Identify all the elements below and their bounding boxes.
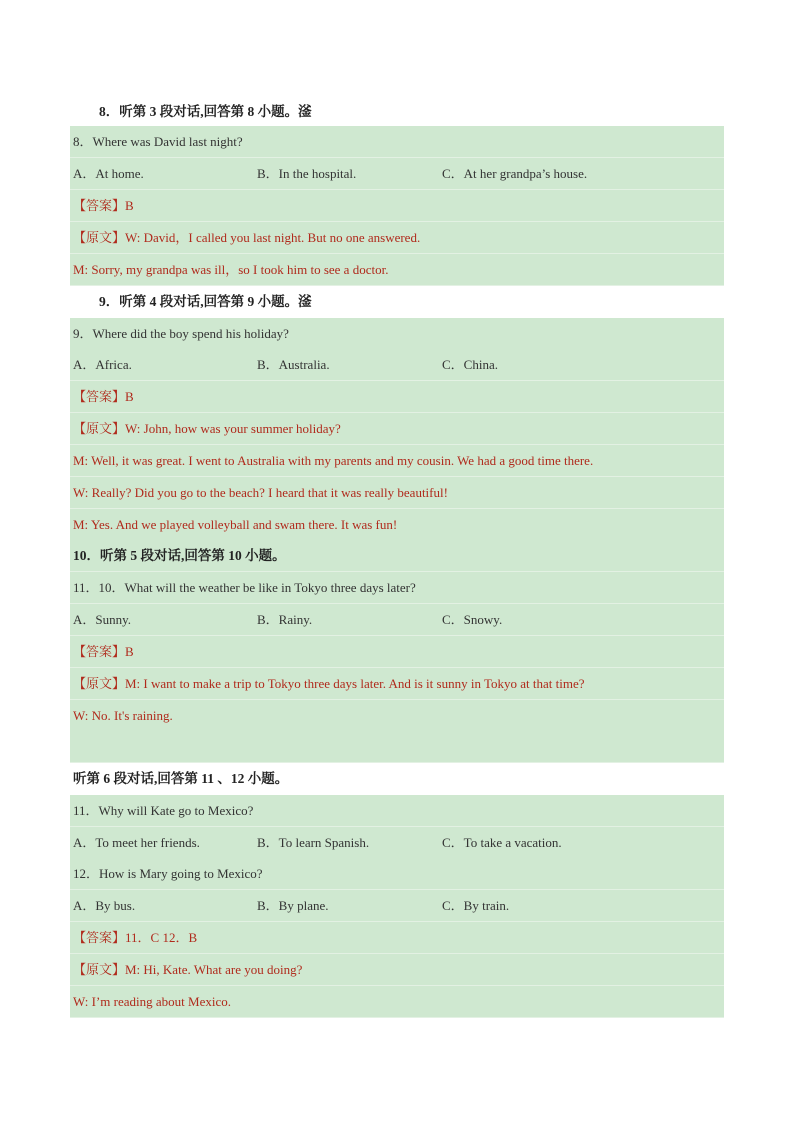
transcript-line: W: I’m reading about Mexico. <box>70 986 724 1018</box>
option-b: B．By plane. <box>257 898 329 913</box>
options-row <box>70 890 724 922</box>
answer: 【答案】11．C 12．B <box>70 922 724 954</box>
option-a: A．Sunny. <box>73 612 132 627</box>
transcript-line: 【原文】W: David，I called you last night. But no one answered. <box>70 222 724 254</box>
transcript-line: W: Really? Did you go to the beach? I heard that it was really beautiful! <box>70 477 724 509</box>
transcript-line: M: Sorry, my grandpa was ill，so I took him to see a doctor. <box>70 254 724 286</box>
option-a: A．To meet her friends. <box>73 835 200 850</box>
section-heading: 10．听第 5 段对话,回答第 10 小题。 <box>70 540 724 572</box>
transcript-line: M: Yes. And we played volleyball and swam there. It was fun! <box>70 509 724 541</box>
question: 8．Where was David last night? <box>70 126 724 158</box>
options-row <box>70 349 724 381</box>
section-heading: 8．听第 3 段对话,回答第 8 小题。滏 <box>99 104 312 119</box>
section-heading: 9．听第 4 段对话,回答第 9 小题。滏 <box>99 294 312 309</box>
option-b: B．Australia. <box>257 357 330 372</box>
transcript-line: 【原文】M: I want to make a trip to Tokyo three days later. And is it sunny in Tokyo at that time? <box>70 668 724 700</box>
transcript-line: M: Well, it was great. I went to Australia with my parents and my cousin. We had a good time there. <box>70 445 724 477</box>
answer: 【答案】B <box>70 381 724 413</box>
options-row <box>70 827 724 859</box>
transcript-line: 【原文】M: Hi, Kate. What are you doing? <box>70 954 724 986</box>
option-a: A．By bus. <box>73 898 136 913</box>
option-b: B．In the hospital. <box>257 166 357 181</box>
option-b: B．To learn Spanish. <box>257 835 370 850</box>
question: 12．How is Mary going to Mexico? <box>70 858 724 890</box>
option-c: C．Snowy. <box>442 612 503 627</box>
option-b: B．Rainy. <box>257 612 313 627</box>
options-row <box>70 158 724 190</box>
option-c: C．By train. <box>442 898 510 913</box>
option-a: A．Africa. <box>73 357 132 372</box>
option-c: C．At her grandpa’s house. <box>442 166 588 181</box>
option-a: A．At home. <box>73 166 144 181</box>
section-heading: 听第 6 段对话,回答第 11 、12 小题。 <box>73 771 289 786</box>
answer: 【答案】B <box>70 636 724 668</box>
blank-row <box>70 731 724 763</box>
question: 9．Where did the boy spend his holiday? <box>70 318 724 350</box>
options-row <box>70 604 724 636</box>
question: 11．10．What will the weather be like in Tokyo three days later? <box>70 572 724 604</box>
option-c: C．To take a vacation. <box>442 835 562 850</box>
transcript-line: 【原文】W: John, how was your summer holiday? <box>70 413 724 445</box>
transcript-line: W: No. It's raining. <box>70 700 724 732</box>
answer: 【答案】B <box>70 190 724 222</box>
option-c: C．China. <box>442 357 498 372</box>
question: 11．Why will Kate go to Mexico? <box>70 795 724 827</box>
